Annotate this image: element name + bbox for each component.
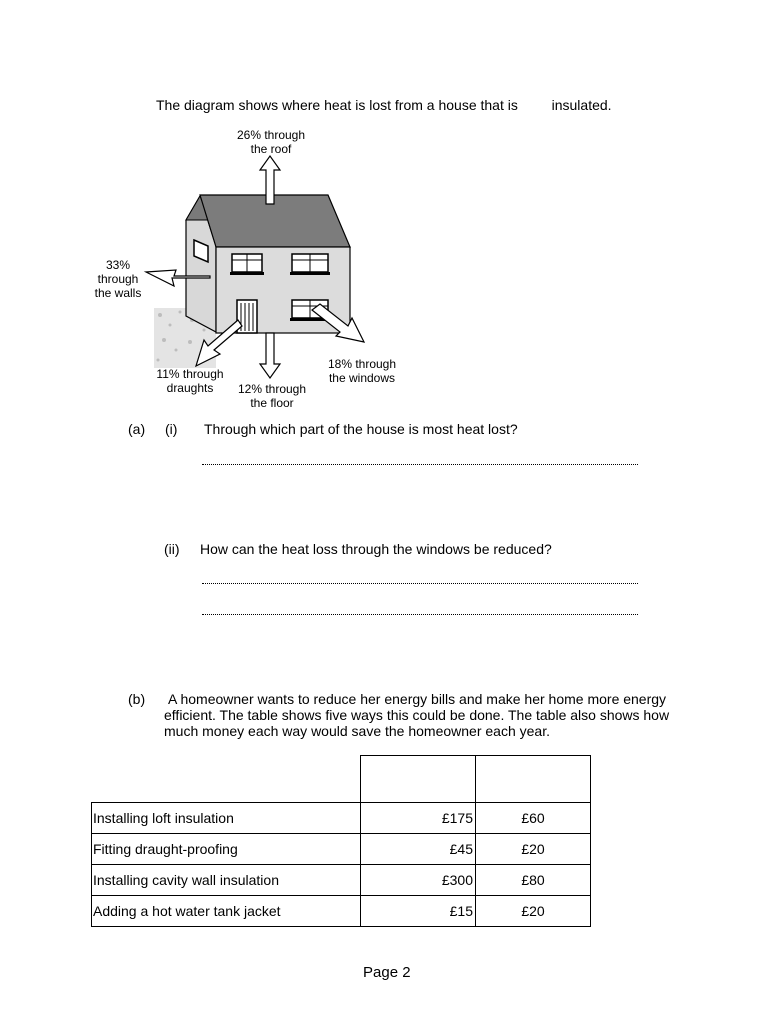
cost-cell: £300 (361, 865, 476, 896)
saving-cell: £80 (476, 865, 591, 896)
intro-text (156, 97, 612, 113)
windows-label: 18% through the windows (327, 357, 397, 385)
answer-line-a-ii-1[interactable] (202, 583, 638, 584)
part-a-label: (a) (128, 421, 146, 437)
table-row (92, 803, 591, 834)
method-cell: Adding a hot water tank jacket (92, 896, 361, 927)
table-header-saving (476, 756, 591, 803)
table-row (92, 834, 591, 865)
upper-window-right (290, 254, 330, 275)
saving-cell: £60 (476, 803, 591, 834)
table-header-cost (361, 756, 476, 803)
cost-cell: £175 (361, 803, 476, 834)
saving-cell: £20 (476, 834, 591, 865)
question-a-ii-number: (ii) (164, 541, 180, 557)
walls-label: 33% through the walls (94, 258, 142, 300)
saving-cell: £20 (476, 896, 591, 927)
part-b-label: (b) (128, 691, 146, 707)
answer-line-a-ii-2[interactable] (202, 614, 638, 615)
answer-line-a-i[interactable] (202, 464, 638, 465)
method-cell: Fitting draught-proofing (92, 834, 361, 865)
table-row (92, 896, 591, 927)
part-b-text: A homeowner wants to reduce her energy bills and make her home more energy efficient. The table shows five ways this could be done. The table also shows how much money each way would save the homeowner each year. (164, 691, 670, 739)
intro-text-after: insulated. (551, 97, 612, 113)
upper-window-left (230, 254, 264, 275)
method-cell: Installing loft insulation (92, 803, 361, 834)
table-header-blank (92, 756, 361, 803)
draughts-label: 11% through draughts (156, 367, 224, 395)
question-a-i-text: Through which part of the house is most heat lost? (204, 421, 518, 437)
house-roof (200, 195, 350, 247)
intro-text-before: The diagram shows where heat is lost from a house that is (156, 97, 518, 113)
cost-cell: £15 (361, 896, 476, 927)
floor-label: 12% through the floor (237, 382, 307, 410)
table-header-row (92, 756, 591, 803)
floor-arrow (260, 333, 280, 378)
roof-label: 26% through the roof (236, 128, 306, 156)
cost-cell: £45 (361, 834, 476, 865)
question-a-ii-text: How can the heat loss through the windows be reduced? (200, 541, 552, 557)
table-row (92, 865, 591, 896)
method-cell: Installing cavity wall insulation (92, 865, 361, 896)
question-a-i-number: (i) (165, 421, 178, 437)
page-number: Page 2 (363, 964, 411, 981)
energy-savings-table (91, 755, 591, 927)
